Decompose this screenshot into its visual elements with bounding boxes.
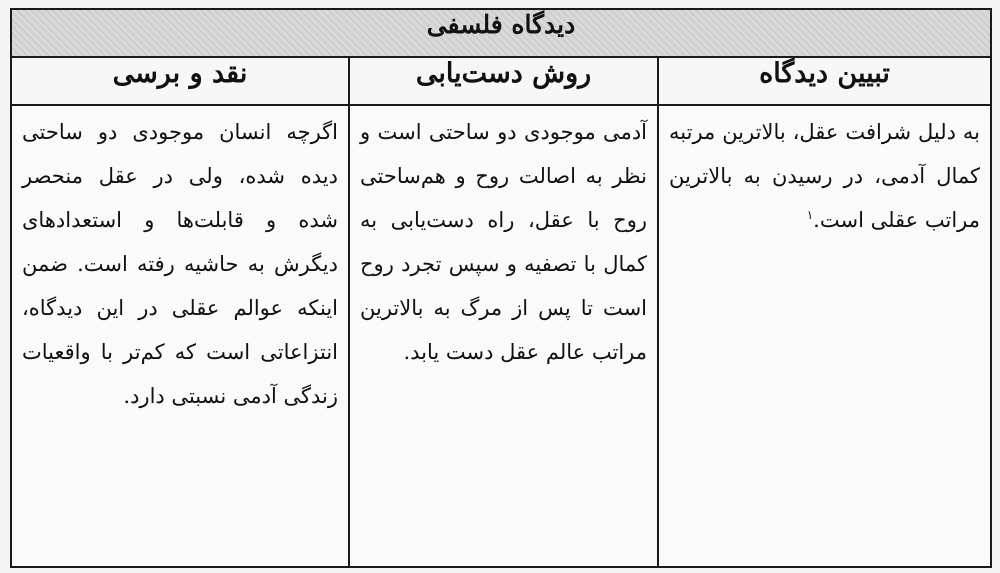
critique-text: اگرچه انسان موجودی دو ساحتی دیده شده، ولی در عقل منحصر شده و قابلت‌ها و استعدادهای دیگرش به حاشیه رفته است. ضمن اینکه عوالم عقلی در این دیدگاه، انتزاعاتی است که کم‌تر با واقعیات زندگی آدمی نسبتی دارد. xyxy=(22,120,338,408)
body-row xyxy=(11,105,991,567)
cell-critique xyxy=(11,105,349,567)
cell-method xyxy=(349,105,658,567)
header-row xyxy=(11,57,991,105)
title-row xyxy=(11,9,991,57)
header-explanation: تبیین دیدگاه xyxy=(658,57,991,105)
header-method: روش دست‌یابی xyxy=(349,57,658,105)
table-title: دیدگاه فلسفی xyxy=(11,9,991,57)
explanation-text: به دلیل شرافت عقل، بالاترین مرتبه کمال آدمی، در رسیدن به بالاترین مراتب عقلی است. xyxy=(669,120,980,232)
method-text: آدمی موجودی دو ساحتی است و نظر به اصالت روح و هم‌ساحتی روح با عقل، راه دست‌یابی به کمال با تصفیه و سپس تجرد روح است تا پس از مرگ به بالاترین مراتب عالم عقل دست یابد. xyxy=(360,120,647,364)
philosophical-view-table xyxy=(10,8,992,568)
cell-explanation xyxy=(658,105,991,567)
header-critique: نقد و برسی xyxy=(11,57,349,105)
footnote-marker: ۱ xyxy=(806,208,814,222)
